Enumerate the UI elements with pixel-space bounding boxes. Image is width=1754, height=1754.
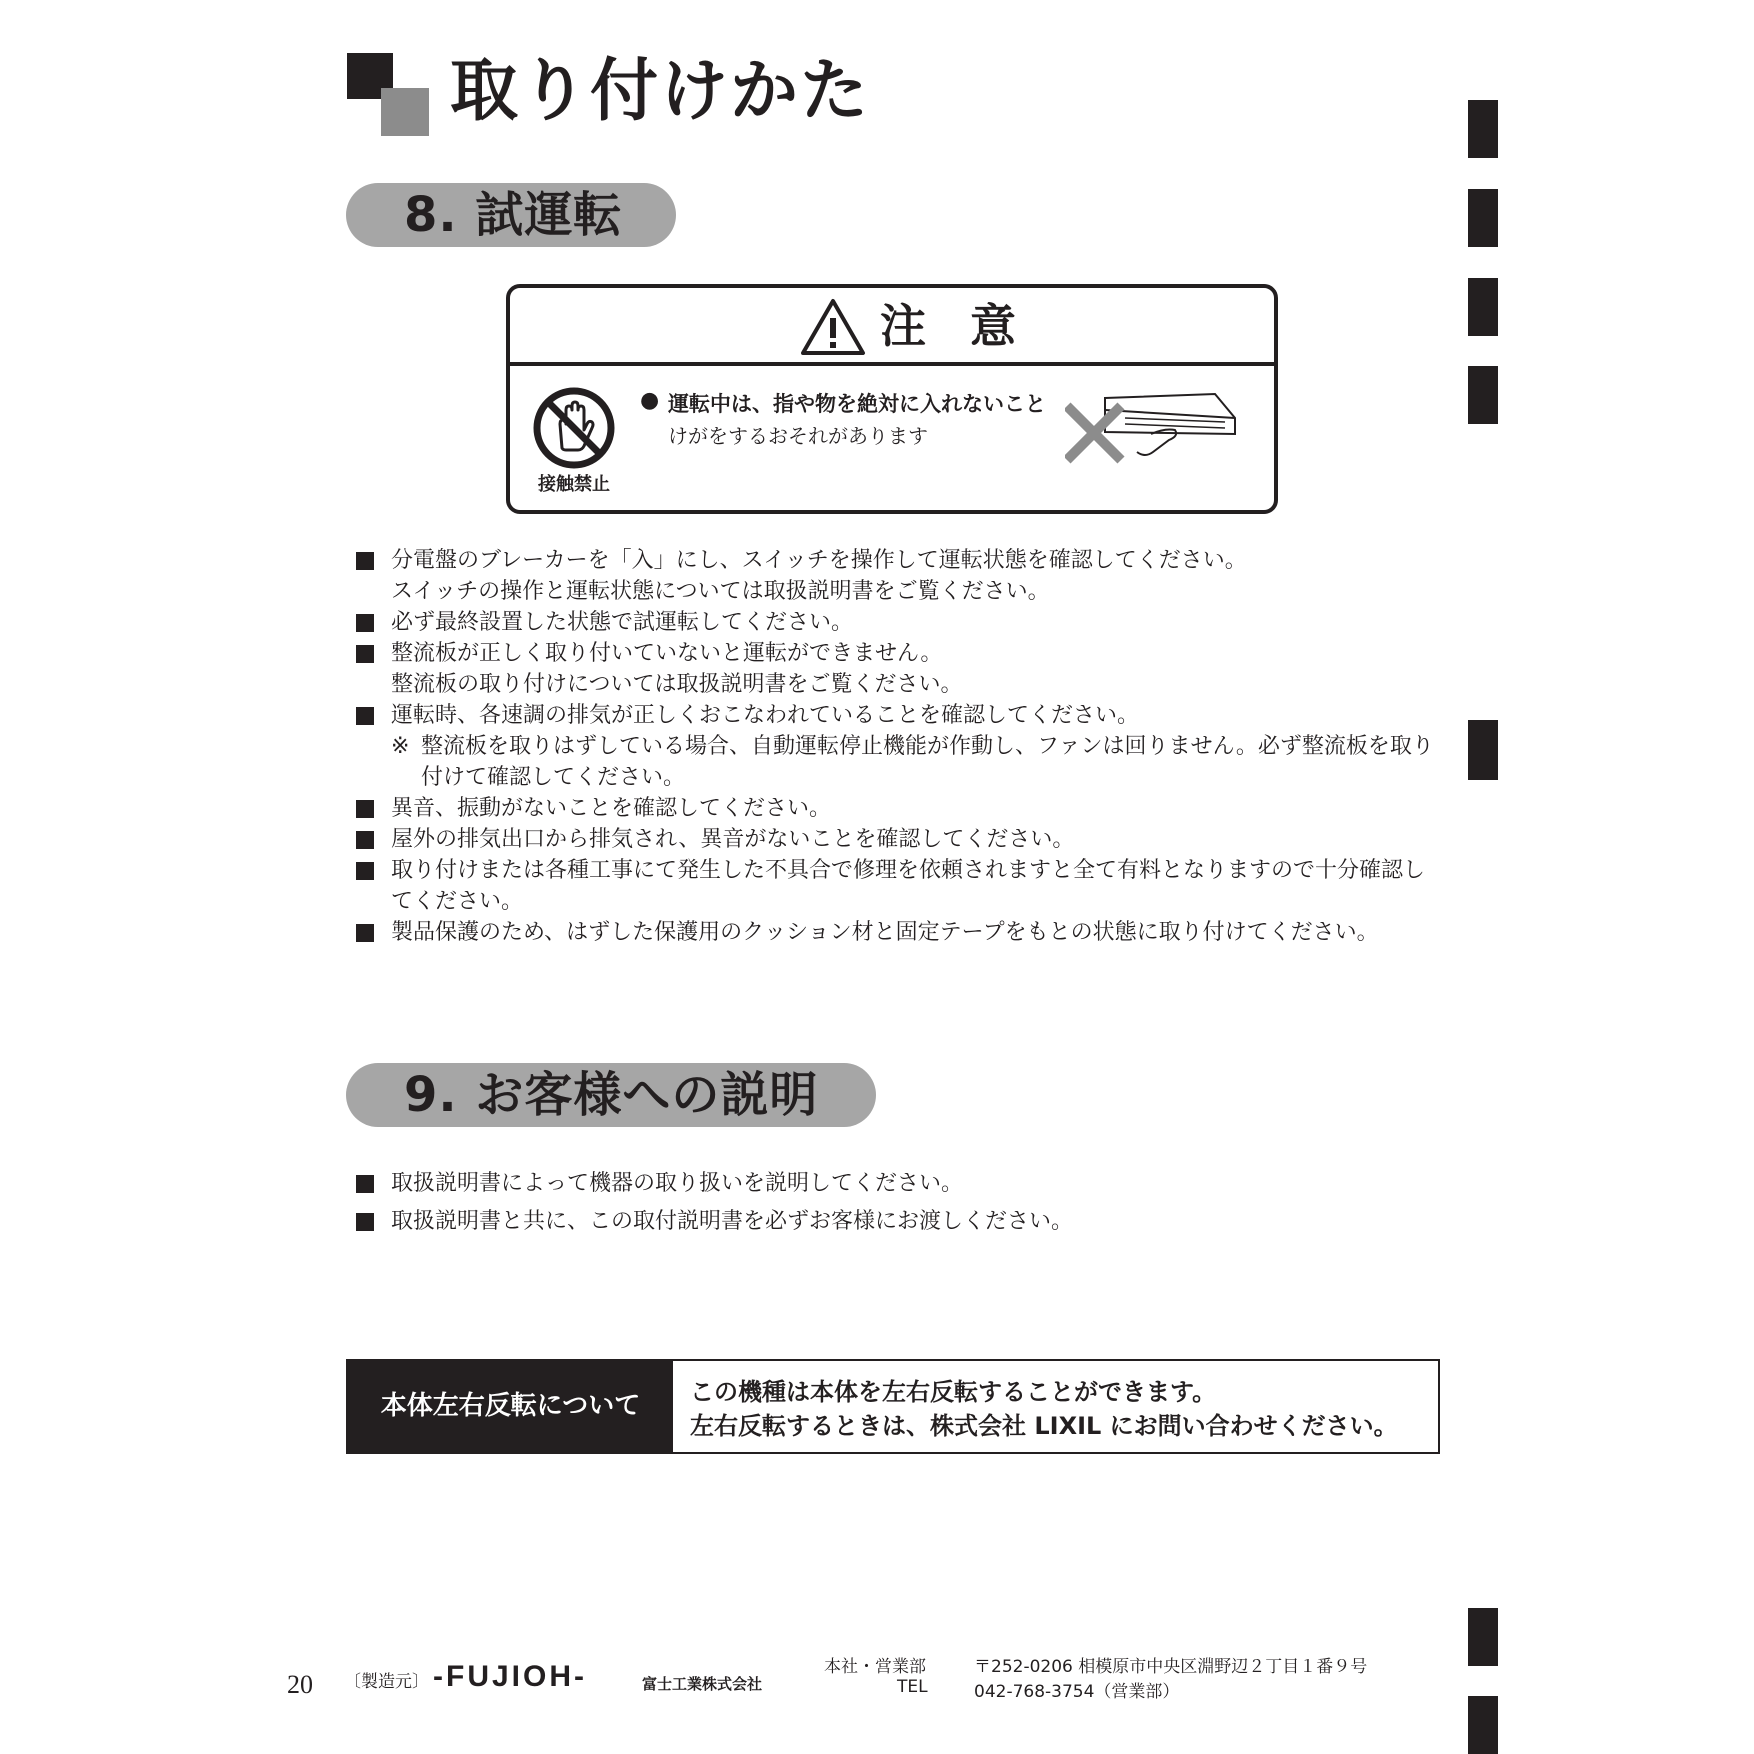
item-text: 取扱説明書によって機器の取り扱いを説明してください。 bbox=[391, 1171, 964, 1196]
item-text: 必ず最終設置した状態で試運転してください。 bbox=[391, 610, 854, 635]
list-item-note bbox=[356, 731, 1446, 793]
list-item bbox=[356, 700, 1446, 731]
list-item bbox=[356, 638, 1446, 669]
list-item bbox=[356, 1203, 1446, 1241]
list-item bbox=[356, 824, 1446, 855]
reversal-label: 本体左右反転について bbox=[348, 1361, 673, 1452]
bullet-square-icon bbox=[356, 1175, 374, 1193]
side-tab bbox=[1468, 1696, 1498, 1754]
list-item bbox=[356, 917, 1446, 948]
item-text: 分電盤のブレーカーを「入」にし、スイッチを操作して運転状態を確認してください。 bbox=[391, 548, 1247, 573]
page-number: 20 bbox=[287, 1670, 313, 1699]
fujioh-logo: -FUJIOH- bbox=[433, 1660, 587, 1693]
bullet-square-icon bbox=[356, 707, 374, 725]
item-text: 取り付けまたは各種工事にて発生した不具合で修理を依頼されますと全て有料となりますので十分確認してください。 bbox=[391, 858, 1426, 914]
range-hood-illustration bbox=[1065, 388, 1245, 478]
side-tab bbox=[1468, 366, 1498, 424]
caution-main-text: 運転中は、指や物を絶対に入れないこと bbox=[668, 392, 1046, 416]
page-title: 取り付けかた bbox=[450, 52, 871, 131]
hq-label: 本社・営業部 bbox=[824, 1657, 926, 1677]
bullet-square-icon bbox=[356, 552, 374, 570]
item-text: 屋外の排気出口から排気され、異音がないことを確認してください。 bbox=[391, 827, 1075, 852]
caution-box bbox=[506, 284, 1278, 514]
side-tab bbox=[1468, 100, 1498, 158]
side-tab bbox=[1468, 189, 1498, 247]
tel-label: TEL bbox=[897, 1677, 928, 1697]
caution-title: 注 意 bbox=[880, 299, 1031, 353]
bullet-square-icon bbox=[356, 1213, 374, 1231]
list-item-sub: スイッチの操作と運転状態については取扱説明書をご覧ください。 bbox=[391, 579, 1050, 604]
side-tab bbox=[1468, 278, 1498, 336]
list-item bbox=[356, 855, 1446, 917]
list-item bbox=[356, 545, 1446, 576]
company-name: 富士工業株式会社 bbox=[642, 1675, 763, 1693]
bullet-square-icon bbox=[356, 800, 374, 818]
side-tab bbox=[1468, 1608, 1498, 1666]
reversal-line-1: この機種は本体を左右反転することができます。 bbox=[690, 1378, 1217, 1406]
caution-bullet-icon: ● bbox=[640, 388, 660, 413]
company-tel: 042-768-3754（営業部） bbox=[974, 1682, 1180, 1702]
no-touch-label: 接触禁止 bbox=[538, 474, 610, 495]
item-text: 整流板が正しく取り付いていないと運転ができません。 bbox=[391, 641, 943, 666]
item-text: 異音、振動がないことを確認してください。 bbox=[391, 796, 832, 821]
reversal-line-2: 左右反転するときは、株式会社 LIXIL にお問い合わせください。 bbox=[690, 1412, 1398, 1440]
side-tab bbox=[1468, 720, 1498, 780]
bullet-square-icon bbox=[356, 924, 374, 942]
maker-label: 〔製造元〕 bbox=[344, 1672, 429, 1692]
caution-header bbox=[510, 288, 1274, 366]
header-square-gray bbox=[381, 88, 429, 136]
section-8-list bbox=[356, 545, 1446, 948]
item-text: 製品保護のため、はずした保護用のクッション材と固定テープをもとの状態に取り付けてください。 bbox=[391, 920, 1379, 945]
list-item-sub: 整流板の取り付けについては取扱説明書をご覧ください。 bbox=[391, 672, 963, 697]
note-mark: ※ bbox=[391, 734, 410, 759]
list-item bbox=[356, 793, 1446, 824]
reversal-text bbox=[690, 1375, 1398, 1443]
list-item bbox=[356, 1165, 1446, 1203]
warning-triangle-icon bbox=[800, 298, 866, 356]
section-9-list bbox=[356, 1165, 1446, 1241]
caution-sub-text: けがをするおそれがあります bbox=[668, 424, 928, 448]
bullet-square-icon bbox=[356, 862, 374, 880]
item-text: 取扱説明書と共に、この取付説明書を必ずお客様にお渡しください。 bbox=[391, 1209, 1074, 1234]
note-text: 整流板を取りはずしている場合、自動運転停止機能が作動し、ファンは回りません。必ず整流板を取り付けて確認してください。 bbox=[421, 734, 1434, 790]
company-address: 〒252-0206 相模原市中央区淵野辺２丁目１番９号 bbox=[974, 1657, 1368, 1677]
reversal-info-box bbox=[346, 1359, 1440, 1454]
bullet-square-icon bbox=[356, 645, 374, 663]
list-item bbox=[356, 607, 1446, 638]
item-text: 運転時、各速調の排気が正しくおこなわれていることを確認してください。 bbox=[391, 703, 1140, 728]
bullet-square-icon bbox=[356, 831, 374, 849]
section-8-heading: 8. 試運転 bbox=[346, 183, 676, 247]
no-touch-hand-icon bbox=[532, 386, 616, 470]
bullet-square-icon bbox=[356, 614, 374, 632]
section-9-heading: 9. お客様への説明 bbox=[346, 1063, 876, 1127]
